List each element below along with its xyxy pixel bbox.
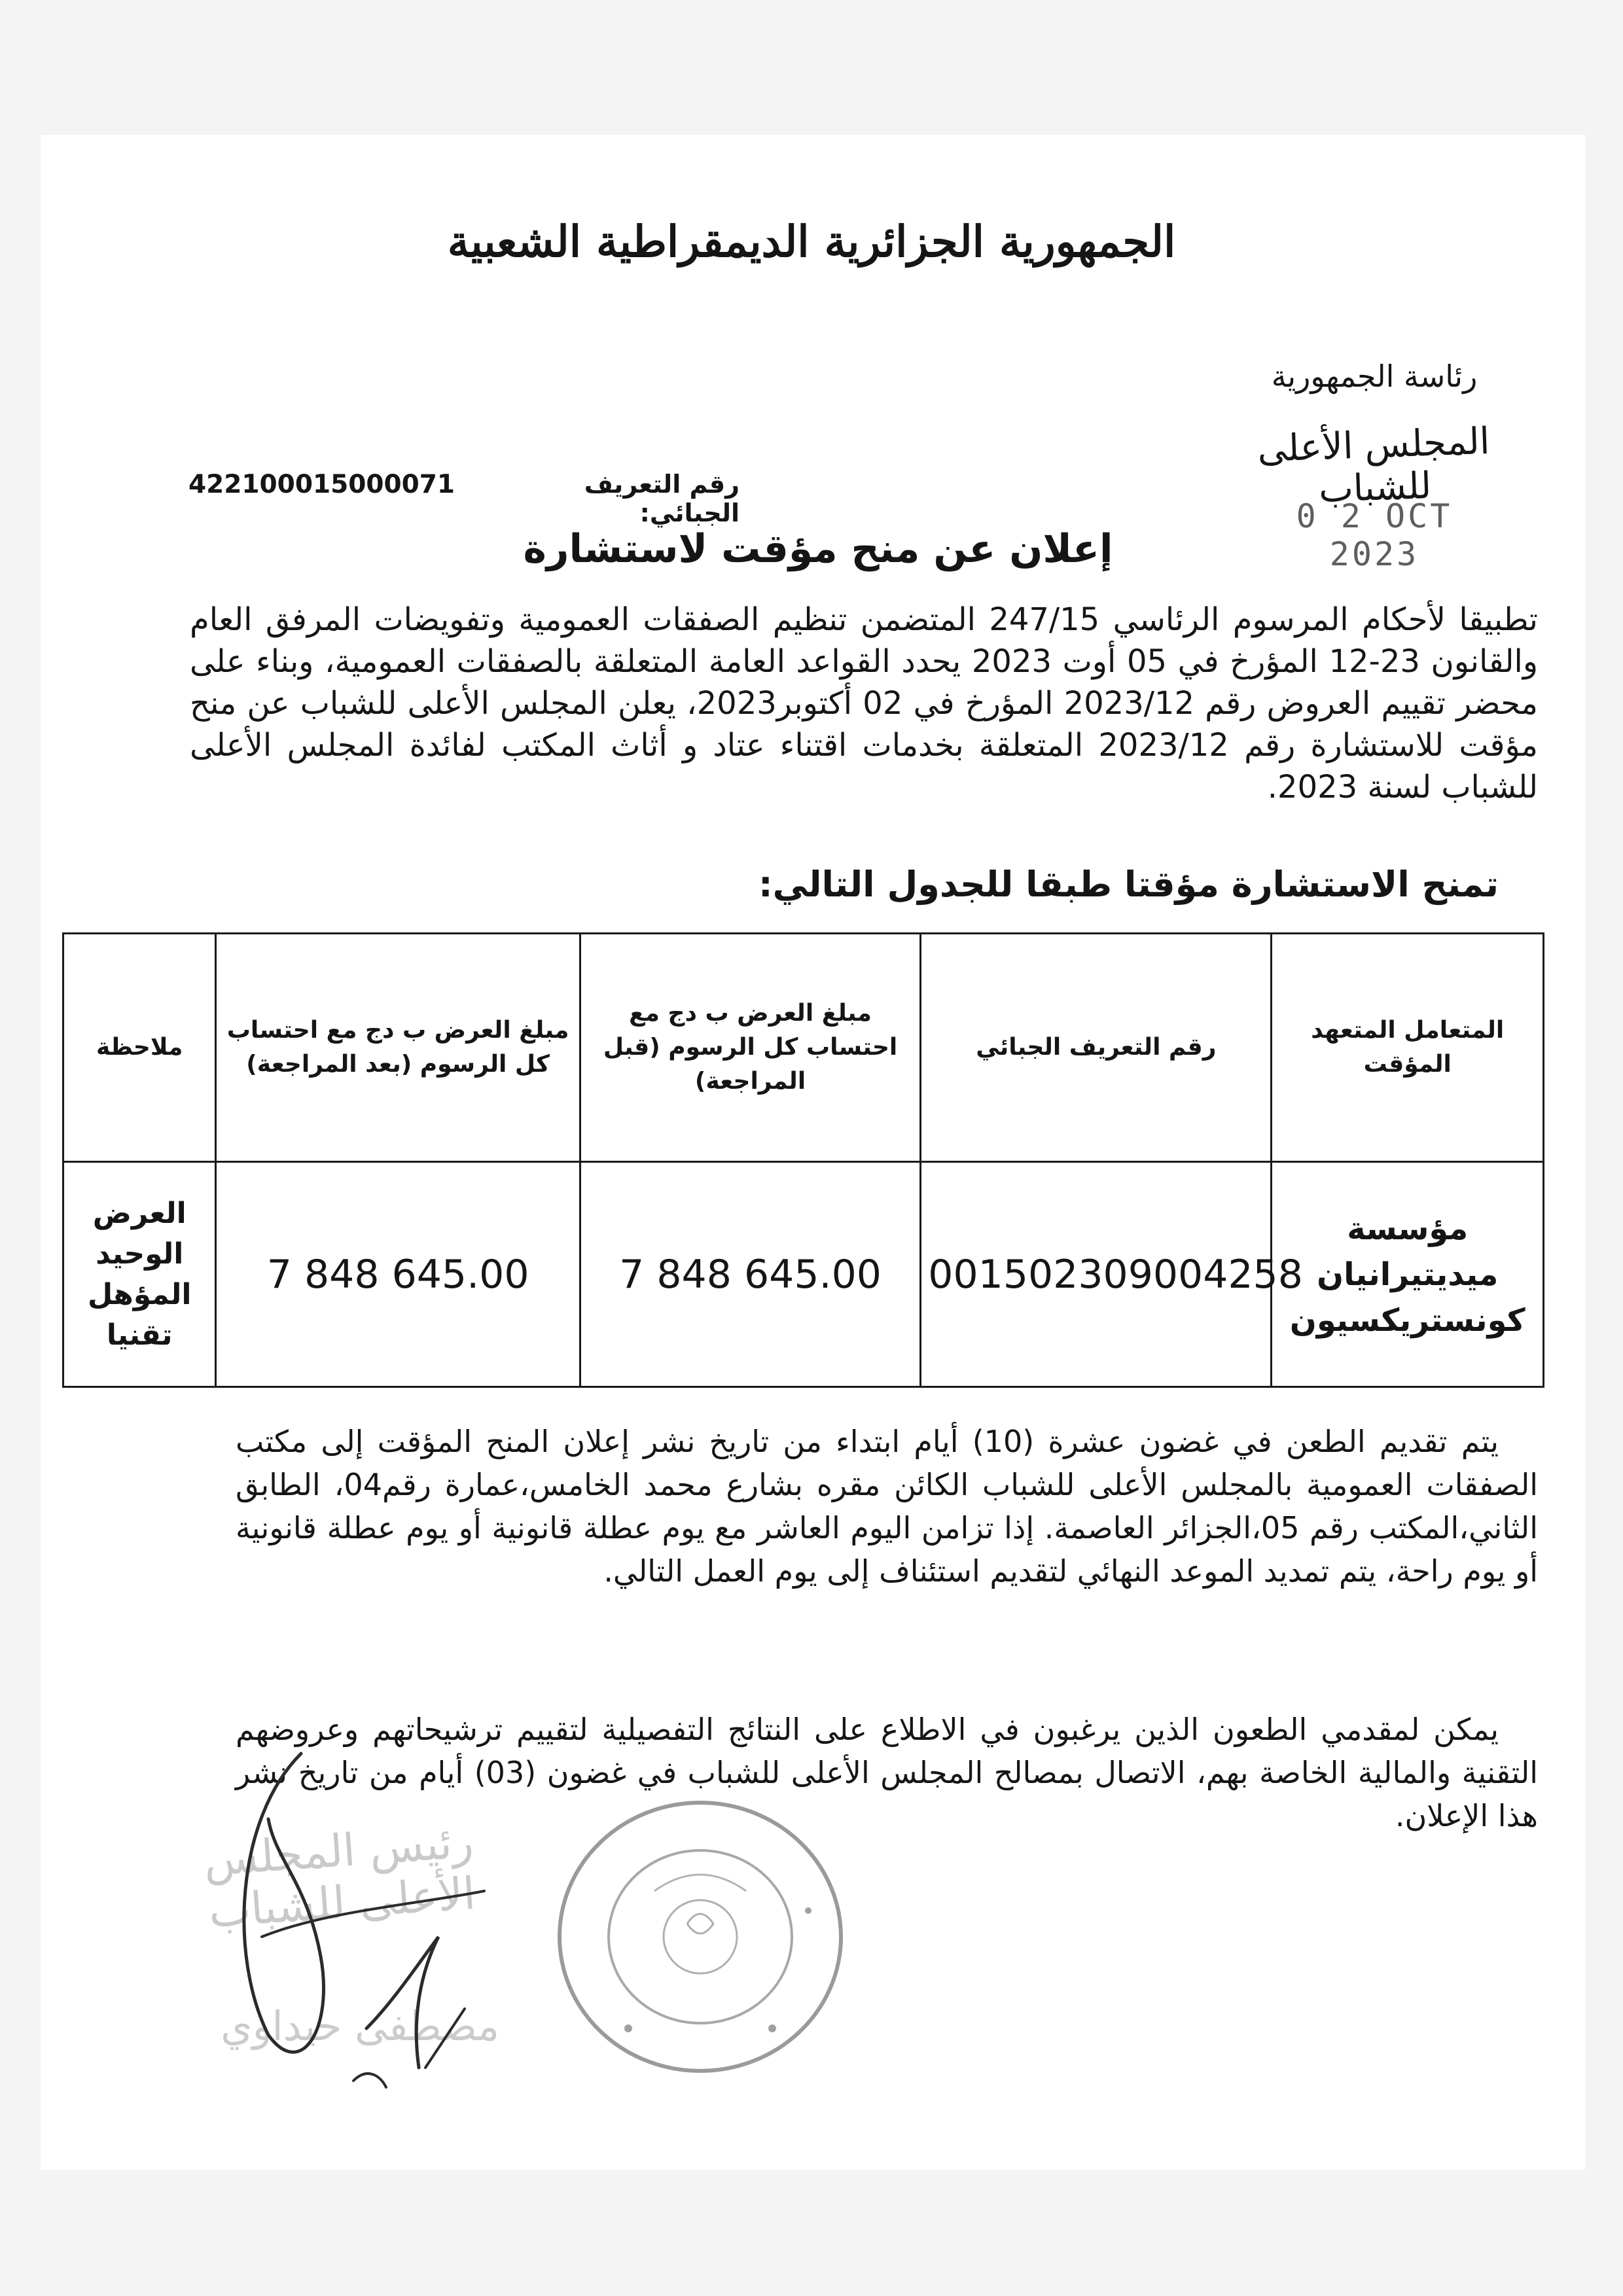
cell-amount-before: 7 848 645.00 bbox=[580, 1162, 921, 1387]
table-header-row bbox=[63, 934, 1544, 1162]
table-heading: تمنح الاستشارة مؤقتا طبقا للجدول التالي: bbox=[758, 864, 1499, 905]
council-stamp-line: المجلس الأعلى للشباب bbox=[1257, 419, 1491, 511]
header-note: ملاحظة bbox=[63, 934, 216, 1162]
award-table bbox=[62, 932, 1544, 1388]
cell-nif: 001502309004258 bbox=[921, 1162, 1272, 1387]
header-contractor: المتعامل المتعهد المؤقت bbox=[1272, 934, 1544, 1162]
table-row bbox=[63, 1162, 1544, 1387]
results-paragraph: يمكن لمقدمي الطعون الذين يرغبون في الاطلاع على النتائج التفصيلية لتقييم ترشيحاتهم وعروضهم التقنية والمالية الخاصة بهم، الاتصال بمصالح المجلس الأعلى للشباب في غضون (03) أيام من تاريخ نشر هذا الإعلان. bbox=[236, 1712, 1538, 1833]
signatory-title: رئيس المجلس الأعلى للشباب bbox=[202, 1816, 478, 1939]
signatory-name: مصطفى حيداوي bbox=[221, 2002, 499, 2050]
appeal-paragraph: يتم تقديم الطعن في غضون عشرة (10) أيام ابتداء من تاريخ نشر إعلان المنح المؤقت إلى مكتب الصفقات العمومية بالمجلس الأعلى للشباب الكائن مقره بشارع محمد الخامس،عمارة رقم04، الطابق الثاني،المكتب رقم 05،الجزائر العاصمة. إذا تزامن اليوم العاشر مع يوم عطلة قانونية أو يوم عطلة قانونية أو يوم راحة، يتم تمديد الموعد النهائي لتقديم استئناف إلى يوم العمل التالي. bbox=[236, 1424, 1538, 1589]
header-nif: رقم التعريف الجبائي bbox=[921, 934, 1272, 1162]
official-seal-stamp bbox=[550, 1793, 851, 2081]
document-title: إعلان عن منح مؤقت لاستشارة bbox=[523, 526, 1113, 572]
cell-note: العرض الوحيد المؤهل تقنيا bbox=[63, 1162, 216, 1387]
received-date-stamp: 0 2 OCT 2023 bbox=[1296, 497, 1453, 573]
presidency-stamp-line: رئاسة الجمهورية bbox=[1271, 359, 1478, 394]
republic-heading: الجمهورية الجزائرية الديمقراطية الشعبية bbox=[447, 216, 1176, 267]
handwritten-signature bbox=[223, 1740, 563, 2107]
intro-paragraph: تطبيقا لأحكام المرسوم الرئاسي 247/15 المتضمن تنظيم الصفقات العمومية وتفويضات المرفق العام والقانون 23-12 المؤرخ في 05 أوت 2023 يحدد القواعد العامة المتعلقة بالصفقات العمومية، وبناء على محضر تقييم العروض رقم 2023/12 المؤرخ في 02 أكتوبر2023، يعلن المجلس الأعلى للشباب عن منح مؤقت للاستشارة رقم 2023/12 المتعلقة بخدمات اقتناء عتاد و أثاث المكتب لفائدة المجلس الأعلى للشباب لسنة 2023. bbox=[190, 601, 1539, 805]
nif-label: رقم التعريف الجبائي: bbox=[584, 470, 740, 527]
nif-value: 422100015000071 bbox=[188, 470, 455, 499]
header-amount-after: مبلغ العرض ب دج مع احتساب كل الرسوم (بعد المراجعة) bbox=[216, 934, 580, 1162]
cell-amount-after: 7 848 645.00 bbox=[216, 1162, 580, 1387]
cell-contractor: مؤسسة ميديتيرانيان كونستريكسيون bbox=[1272, 1162, 1544, 1387]
header-amount-before: مبلغ العرض ب دج مع احتساب كل الرسوم (قبل المراجعة) bbox=[580, 934, 921, 1162]
